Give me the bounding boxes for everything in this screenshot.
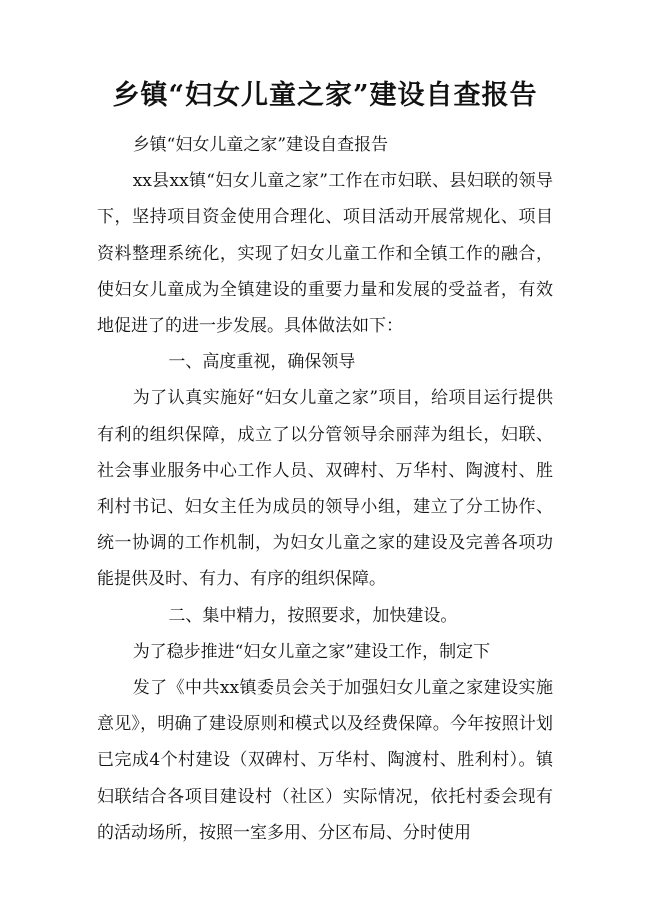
- document-body: [97, 127, 553, 851]
- document-title: 乡镇“妇女儿童之家”建设自查报告: [112, 80, 538, 111]
- paragraph-subtitle: 乡镇“妇女儿童之家”建设自查报告: [132, 135, 389, 155]
- section-heading-1: 一、高度重视，确保领导: [168, 352, 356, 373]
- paragraph-intro: xx县xx镇“妇女儿童之家”工作在市妇联、县妇联的领导下，坚持项目资金使用合理化、项目活动开展常规化、项目资料整理系统化，实现了妇女儿童工作和全镇工作的融合，使妇女儿童成为全镇建设的重要力量和发展的受益者，有效地促进了的进一步发展。具体做法如下：: [97, 171, 553, 337]
- paragraph-section-2-intro: 为了稳步推进“妇女儿童之家”建设工作，制定下: [132, 641, 491, 662]
- paragraph-section-2-body: 发了《中共xx镇委员会关于加强妇女儿童之家建设实施意见》，明确了建设原则和模式以及经费保障。今年按照计划已完成4个村建设（双碑村、万华村、陶渡村、胜利村）。镇妇联结合各项目建设村（社区）实际情况，依托村委会现有的活动场所，按照一室多用、分区布局、分时使用: [97, 678, 553, 843]
- section-heading-2: 二、集中精力，按照要求，加快建设。: [168, 605, 458, 626]
- paragraph-section-1: 为了认真实施好“妇女儿童之家”项目，给项目运行提供有利的组织保障，成立了以分管领导余丽萍为组长，妇联、社会事业服务中心工作人员、双碑村、万华村、陶渡村、胜利村书记、妇女主任为成员的领导小组，建立了分工协作、统一协调的工作机制，为妇女儿童之家的建设及完善各项功能提供及时、有力、有序的组织保障。: [97, 388, 553, 590]
